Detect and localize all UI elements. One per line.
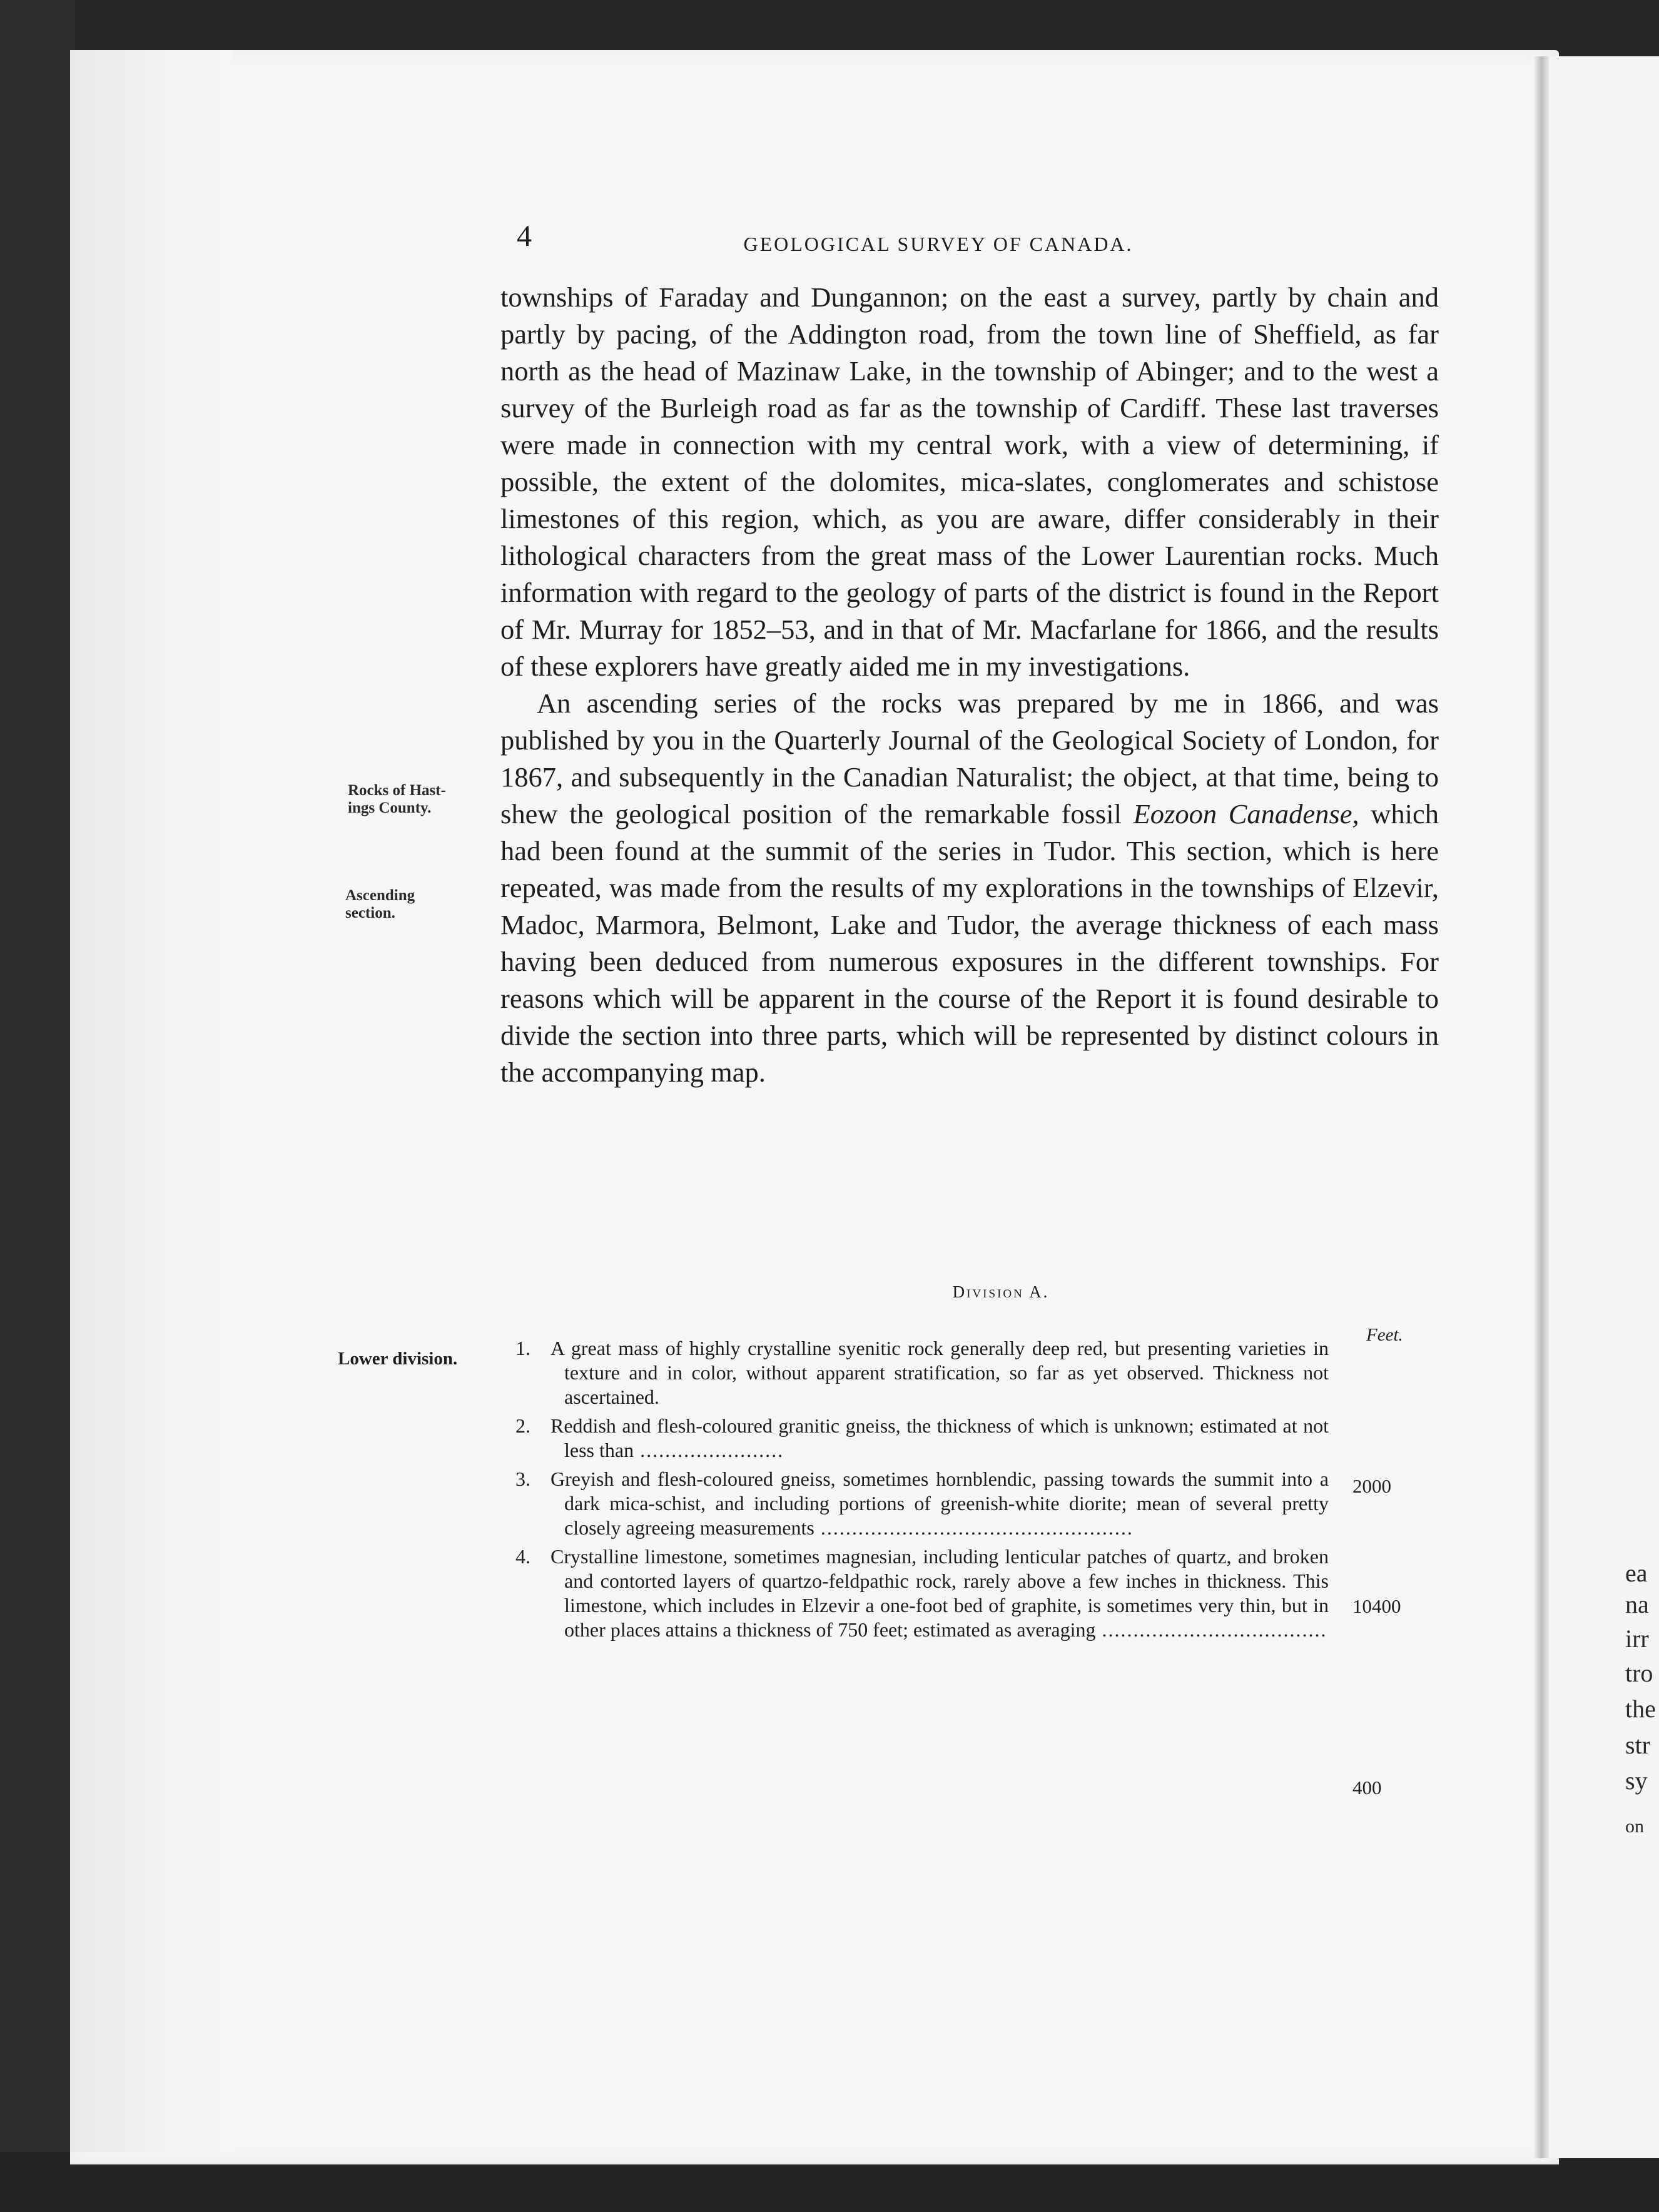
adjacent-page-fragment: tro <box>1625 1659 1653 1687</box>
stratum-text: Greyish and flesh-coloured gneiss, sometimes hornblendic, passing towards the summit into a dark mica-schist, and including portions of greenish-white diorite; mean of several pretty closely agreeing measurements <box>550 1468 1329 1539</box>
stratum-item <box>515 1467 1329 1540</box>
stratum-item <box>515 1414 1329 1463</box>
adjacent-page-fragment: str <box>1625 1731 1650 1759</box>
adjacent-page-fragment: on <box>1625 1816 1644 1837</box>
stratum-thickness: 10400 <box>1352 1595 1401 1617</box>
stratum-thickness: 400 <box>1352 1777 1382 1799</box>
stratum-description: A great mass of highly crystalline syenitic rock generally deep red, but presenting varieties in texture and in color, without apparent stratification, so far as yet observed. Thickness not ascertained. <box>550 1337 1329 1408</box>
body-text <box>500 279 1439 1091</box>
sidenote-rocks-of-hastings <box>348 782 446 817</box>
adjacent-page-fragment: na <box>1625 1590 1649 1618</box>
stratum-item <box>515 1336 1329 1409</box>
division-title: Division A. <box>952 1282 1050 1301</box>
page-fold-shadow <box>70 50 233 2152</box>
sidenote-ascending-section <box>345 887 415 922</box>
paragraph-text: which had been found at the summit of the series in Tudor. This section, which is here repeated, was made from the results of my explorations in the townships of Elzevir, Madoc, Marmora, Belmont, Lake and Tudor, the average thickness of each mass having been deduced from numerous exposures in the different townships. For reasons which will be apparent in the course of the Report it is found desirable to divide the section into three parts, which will be represented by distinct colours in the accompanying map. <box>500 798 1439 1088</box>
stratum-text: Reddish and flesh-coloured granitic gneiss, the thickness of which is unknown; estimated at not less than <box>550 1414 1329 1461</box>
stratum-text: Crystalline limestone, sometimes magnesian, including lenticular patches of quartz, and broken and contorted layers of quartzo-feldpathic rock, rarely above a few inches in thickness. This limestone, which includes in Elzevir a one-foot bed of graphite, is sometimes very thin, but in other places attains a thickness of 750 feet; estimated as averaging <box>550 1545 1329 1641</box>
adjacent-page <box>1549 56 1659 2158</box>
book-gutter <box>1534 56 1549 2158</box>
paragraph-continuation: townships of Faraday and Dungannon; on the east a survey, partly by chain and partly by pacing, of the Addington road, from the town line of Sheffield, as far north as the head of Mazinaw Lake, in the township of Abinger; and to the west a survey of the Burleigh road as far as the township of Cardiff. These last traverses were made in connection with my central work, with a view of determining, if possible, the extent of the dolomites, mica-slates, conglomerates and schistose limestones of this region, which, as you are aware, differ considerably in their lithological characters from the great mass of the Lower Laurentian rocks. Much information with regard to the geology of parts of the district is found in the Report of Mr. Murray for 1852–53, and in that of Mr. Macfarlane for 1866, and the results of these explorers have greatly aided me in my investigations. <box>500 282 1439 682</box>
strata-list <box>515 1336 1329 1646</box>
sidenote-line: ings County. <box>348 799 432 816</box>
stratum-number: 1. <box>515 1337 530 1359</box>
stratum-description <box>550 1414 1329 1463</box>
stratum-description <box>550 1545 1329 1642</box>
running-title: GEOLOGICAL SURVEY OF CANADA. <box>743 233 1134 255</box>
stratum-item <box>515 1545 1329 1642</box>
sidenote-line: Ascending <box>345 887 415 904</box>
scanner-background-left <box>0 0 75 2212</box>
stratum-thickness: 2000 <box>1352 1475 1391 1497</box>
feet-column-header: Feet. <box>1366 1325 1403 1345</box>
stratum-number: 2. <box>515 1414 530 1437</box>
stratum-description <box>550 1467 1329 1540</box>
adjacent-page-fragment: the <box>1625 1695 1656 1723</box>
paragraph-text: An ascending series of the rocks was prepared by me in 1866, and was published by you in the Quarterly Journal of the Geological Society of London, for 1867, and subsequently in the Canadian Naturalist; the object, at that time, being to shew the geological position of the remarkable fossil <box>500 687 1439 830</box>
page-number: 4 <box>517 220 532 253</box>
adjacent-page-fragment: irr <box>1625 1625 1649 1653</box>
dot-leaders: ....................... <box>634 1439 784 1461</box>
dot-leaders: .................................................. <box>814 1516 1134 1539</box>
lower-division-label: Lower division. <box>338 1349 458 1369</box>
stratum-number: 3. <box>515 1468 530 1490</box>
adjacent-page-fragment: ea <box>1625 1559 1648 1587</box>
stratum-number: 4. <box>515 1545 530 1568</box>
paragraph-ascending-series <box>500 685 1439 1091</box>
sidenote-line: section. <box>345 905 395 921</box>
fossil-name: Eozoon Canadense, <box>1133 798 1359 830</box>
dot-leaders: .................................... <box>1095 1618 1327 1641</box>
sidenote-line: Rocks of Hast- <box>348 782 446 799</box>
adjacent-page-fragment: sy <box>1625 1767 1648 1795</box>
